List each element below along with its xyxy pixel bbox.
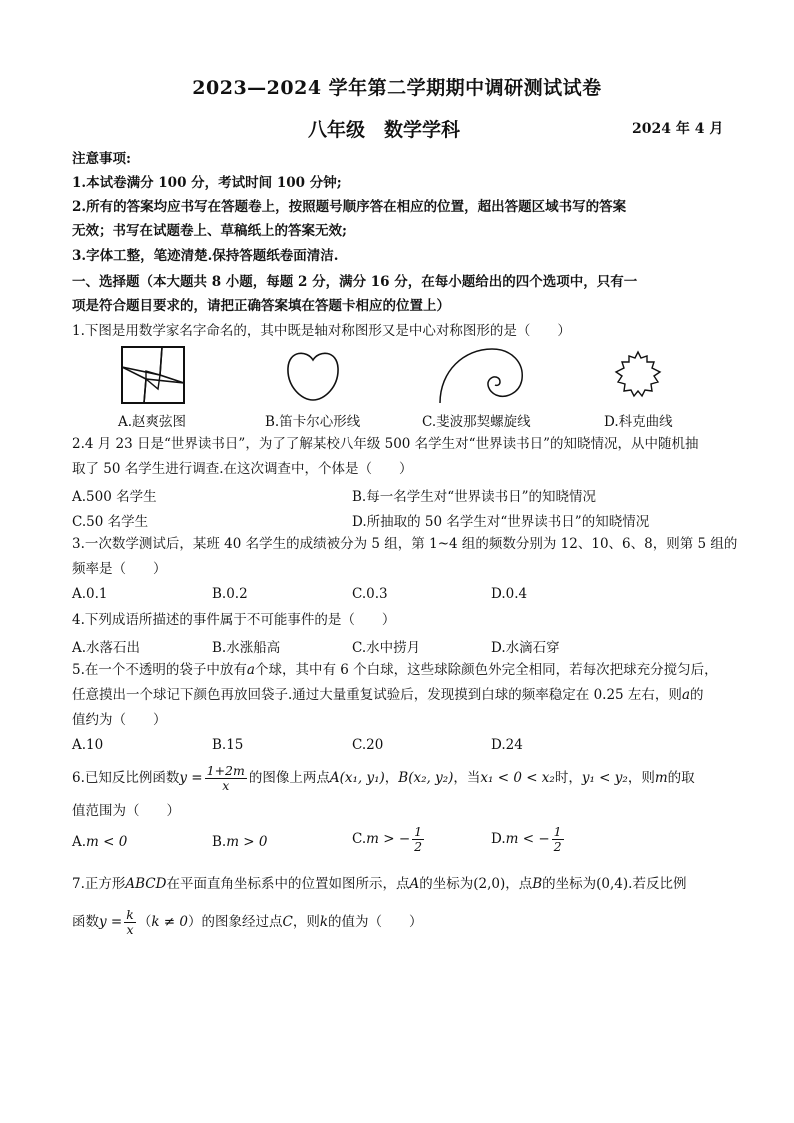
q6-option-a: A.m < 0 — [72, 834, 128, 850]
q2-option-c: C.50 名学生 — [72, 514, 149, 530]
note-2b: 无效；书写在试题卷上、草稿纸上的答案无效; — [72, 223, 347, 239]
section-heading-b: 项是符合题目要求的，请把正确答案填在答题卡相应的位置上） — [72, 298, 450, 314]
q4-option-c: C.水中捞月 — [352, 640, 421, 656]
koch-snowflake-figure — [610, 348, 666, 400]
var-a: a — [681, 687, 690, 703]
q2-option-d: D.所抽取的 50 名学生对“世界读书日”的知晓情况 — [352, 514, 650, 530]
q5-stem-c: 值约为（ ） — [72, 712, 167, 728]
fibonacci-spiral-figure — [436, 345, 526, 405]
q5-stem-b: 任意摸出一个球记下颜色再放回袋子.通过大量重复试验后，发现摸到白球的频率稳定在 0.25 左右，则a的 — [72, 687, 704, 703]
zhaoshuang-figure — [120, 345, 186, 405]
q1-option-c: C.斐波那契螺旋线 — [422, 414, 531, 430]
var-a: a — [246, 662, 255, 678]
q6-fraction: $\frac{1+2m}{x}$ — [206, 763, 245, 793]
q7-fraction: $\frac{k}{x}$ — [126, 907, 134, 937]
q5-option-c: C.20 — [352, 737, 384, 753]
q5-option-b: B.15 — [212, 737, 244, 753]
q2-stem-b: 取了 50 名学生进行调查.在这次调查中，个体是（ ） — [72, 461, 413, 477]
q6-option-c: C.m > − $\frac{1}{2}$ — [352, 824, 423, 854]
q4-option-a: A.水落石出 — [72, 640, 141, 656]
q5-option-d: D.24 — [491, 737, 523, 753]
exam-title: 2023—2024 学年第二学期期中调研测试试卷 — [192, 77, 602, 99]
q5-stem-a: 5.在一个不透明的袋子中放有a个球，其中有 6 个白球，这些球除颜色外完全相同，若每次把球充分搅匀后， — [72, 662, 718, 678]
exam-subtitle: 八年级 数学学科 — [308, 119, 461, 141]
exam-date: 2024 年 4 月 — [632, 121, 724, 137]
q5-option-a: A.10 — [72, 737, 104, 753]
q1-option-a: A.赵爽弦图 — [118, 414, 187, 430]
q4-stem: 4.下列成语所描述的事件属于不可能事件的是（ ） — [72, 612, 396, 628]
q6-stem-a: 6.已知反比例函数y = $\frac{1+2m}{x}$ 的图像上两点A(x₁, y₁)，B(x₂, y₂)，当x₁ < 0 < x₂时，y₁ < y₂，则m的取 — [72, 763, 695, 793]
note-1: 1.本试卷满分 100 分，考试时间 100 分钟; — [72, 175, 342, 191]
q6-stem-b: 值范围为（ ） — [72, 803, 180, 819]
q3-stem-a: 3.一次数学测试后，某班 40 名学生的成绩被分为 5 组，第 1~4 组的频数分别为 12、10、6、8，则第 5 组的 — [72, 536, 738, 552]
q4-option-d: D.水滴石穿 — [491, 640, 560, 656]
q1-stem: 1.下图是用数学家名字命名的，其中既是轴对称图形又是中心对称图形的是（ ） — [72, 323, 571, 339]
q2-option-a: A.500 名学生 — [72, 489, 157, 505]
note-2a: 2.所有的答案均应书写在答题卷上，按照题号顺序答在相应的位置，超出答题区域书写的答案 — [72, 199, 627, 215]
q2-stem-a: 2.4 月 23 日是“世界读书日”，为了了解某校八年级 500 名学生对“世界读书日”的知晓情况，从中随机抽 — [72, 436, 699, 452]
q6-option-b: B.m > 0 — [212, 834, 268, 850]
q3-stem-b: 频率是（ ） — [72, 561, 167, 577]
q3-option-c: C.0.3 — [352, 586, 388, 602]
note-3: 3.字体工整，笔迹清楚.保持答题纸卷面清洁. — [72, 248, 339, 264]
q3-option-d: D.0.4 — [491, 586, 528, 602]
q2-option-b: B.每一名学生对“世界读书日”的知晓情况 — [352, 489, 597, 505]
notes-heading: 注意事项: — [72, 151, 131, 167]
q1-option-b: B.笛卡尔心形线 — [265, 414, 361, 430]
q3-option-a: A.0.1 — [72, 586, 108, 602]
q7-stem-b: 函数y = $\frac{k}{x}$ （k ≠ 0）的图象经过点C，则k的值为（ ） — [72, 907, 423, 937]
section-heading-a: 一、选择题（本大题共 8 小题，每题 2 分，满分 16 分，在每小题给出的四个选项中，只有一 — [72, 274, 638, 290]
cardioid-figure — [285, 348, 341, 402]
q7-stem-a: 7.正方形ABCD在平面直角坐标系中的位置如图所示，点A的坐标为(2,0)，点B的坐标为(0,4).若反比例 — [72, 876, 687, 892]
q1-option-d: D.科克曲线 — [604, 414, 673, 430]
q3-option-b: B.0.2 — [212, 586, 248, 602]
q6-option-d: D.m < − $\frac{1}{2}$ — [491, 824, 562, 854]
q4-option-b: B.水涨船高 — [212, 640, 281, 656]
